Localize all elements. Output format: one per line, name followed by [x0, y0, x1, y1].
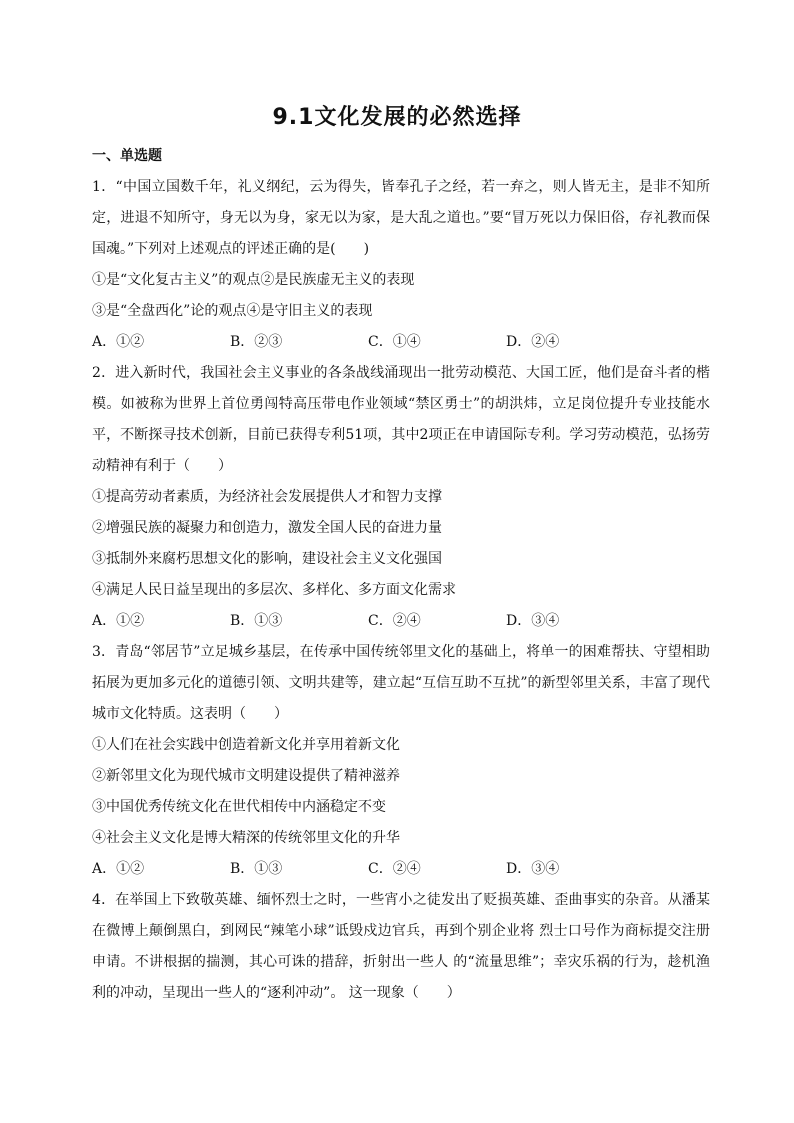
question-2	[92, 358, 710, 637]
choice-a: A．①②	[92, 613, 145, 629]
choice-c: C．②④	[368, 861, 421, 877]
answer-choices	[92, 606, 710, 637]
question-stem: 3．青岛“邻居节”立足城乡基层，在传承中国传统邻里文化的基础上，将单一的困难帮扶、守望相助拓展为更加多元化的道德引领、文明共建等，建立起“互信互助不互扰”的新型邻里关系，丰富了现代城市文化特质。这表明（ ）	[92, 644, 710, 722]
answer-choices	[92, 327, 710, 358]
question-4	[92, 885, 710, 1009]
answer-choices	[92, 854, 710, 885]
document-title: 9.1文化发展的必然选择	[272, 105, 522, 130]
option-line: ③中国优秀传统文化在世代相传中内涵稳定不变	[92, 799, 386, 815]
option-line: ①提高劳动者素质，为经济社会发展提供人才和智力支撑	[92, 489, 442, 505]
choice-a: A．①②	[92, 861, 145, 877]
choice-b: B．①③	[230, 613, 283, 629]
question-stem: 4．在举国上下致敬英雄、缅怀烈士之时，一些宵小之徒发出了贬损英雄、歪曲事实的杂音。从潘某在微博上颠倒黑白，到网民“辣笔小球”诋毁戍边官兵，再到个别企业将 烈士口号作为商标提交注册申请。不讲根据的揣测，其心可诛的措辞，折射出一些人 的“流量思维”；幸灾乐祸的行为，趁机渔利的冲动，呈现出一些人的“逐利冲动”。 这一现象（ ）	[92, 892, 710, 1001]
choice-c: C．①④	[368, 334, 421, 350]
option-line: ①是“文化复古主义”的观点②是民族虚无主义的表现	[92, 272, 415, 288]
question-stem: 2．进入新时代，我国社会主义事业的各条战线涌现出一批劳动模范、大国工匠，他们是奋斗者的楷模。如被称为世界上首位勇闯特高压带电作业领域“禁区勇士”的胡洪炜，立足岗位提升专业技能水平，不断探寻技术创新，目前已获得专利51项，其中2项正在申请国际专利。学习劳动模范，弘扬劳动精神有利于（ ）	[92, 365, 710, 474]
option-line: ②新邻里文化为现代城市文明建设提供了精神滋养	[92, 768, 400, 784]
option-line: ③抵制外来腐朽思想文化的影响，建设社会主义文化强国	[92, 551, 442, 567]
choice-a: A．①②	[92, 334, 145, 350]
choice-b: B．①③	[230, 861, 283, 877]
option-line: ①人们在社会实践中创造着新文化并享用着新文化	[92, 737, 400, 753]
question-1	[92, 172, 710, 358]
option-line: ③是“全盘西化”论的观点④是守旧主义的表现	[92, 303, 373, 319]
choice-c: C．②④	[368, 613, 421, 629]
option-line: ④社会主义文化是博大精深的传统邻里文化的升华	[92, 830, 400, 846]
choice-d: D．③④	[506, 613, 560, 629]
question-list	[92, 172, 710, 1009]
option-line: ④满足人民日益呈现出的多层次、多样化、多方面文化需求	[92, 582, 456, 598]
choice-b: B．②③	[230, 334, 283, 350]
option-line: ②增强民族的凝聚力和创造力，激发全国人民的奋进力量	[92, 520, 442, 536]
choice-d: D．②④	[506, 334, 560, 350]
section-heading: 一、单选题	[92, 148, 162, 164]
choice-d: D．③④	[506, 861, 560, 877]
question-stem: 1．“中国立国数千年，礼义纲纪，云为得失，皆奉孔子之经，若一弃之，则人皆无主，是非不知所定，进退不知所守，身无以为身，家无以为家，是大乱之道也。”要“冒万死以力保旧俗，存礼教而保国魂。”下列对上述观点的评述正确的是( )	[92, 179, 710, 257]
question-3	[92, 637, 710, 885]
